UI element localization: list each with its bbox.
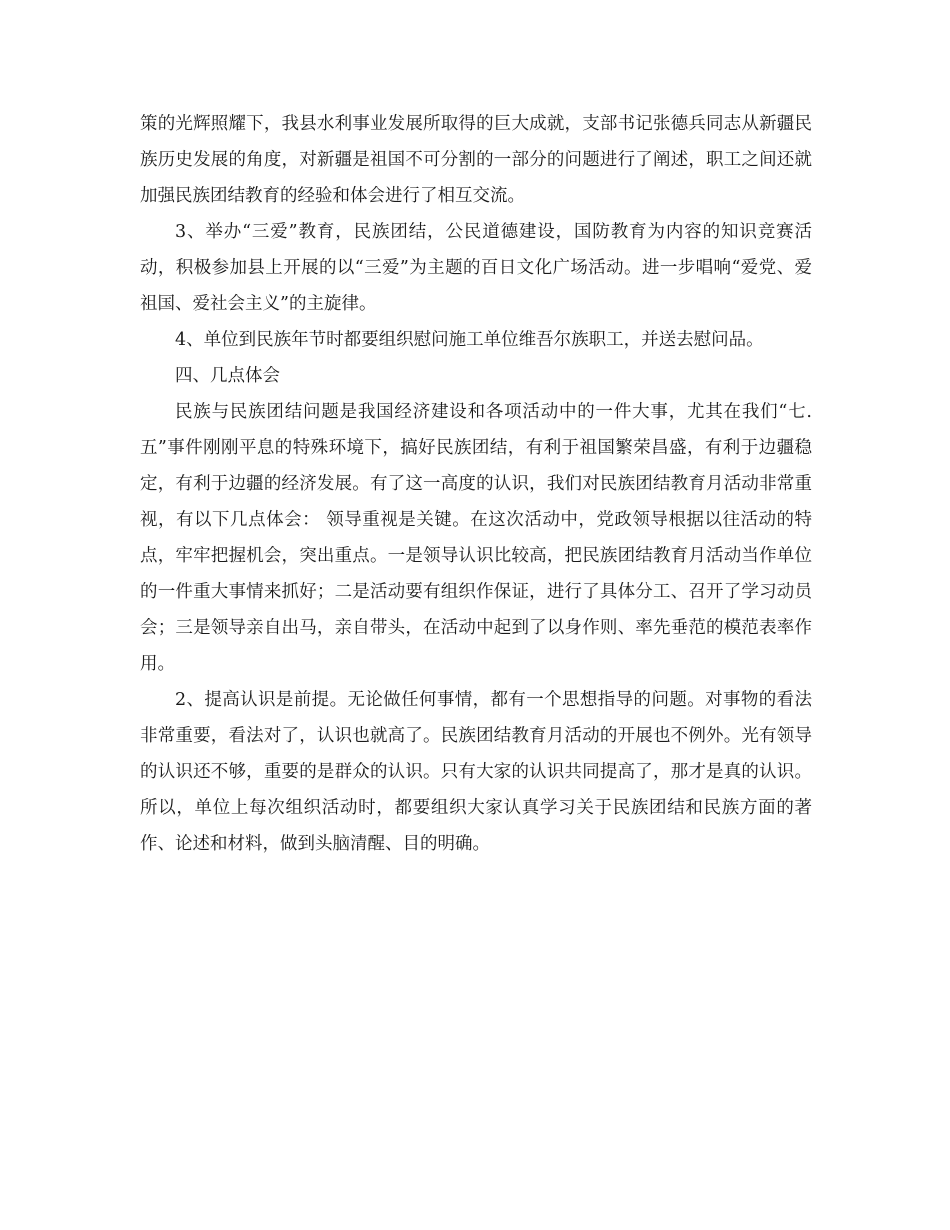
paragraph-experience: 民族与民族团结问题是我国经济建设和各项活动中的一件大事，尤其在我们“七.五”事件刚刚平息的特殊环境下，搞好民族团结，有利于祖国繁荣昌盛，有利于边疆稳定，有利于边疆的经济发展。有了这一高度的认识，我们对民族团结教育月活动非常重视，有以下几点体会： 领导重视是关键。在这次活动中，党政领导根据以往活动的特点，牢牢把握机会，突出重点。一是领导认识比较高，把民族团结教育月活动当作单位的一件重大事情来抓好；二是活动要有组织作保证，进行了具体分工、召开了学习动员会；三是领导亲自出马，亲自带头，在活动中起到了以身作则、率先垂范的模范表率作用。: [140, 402, 812, 674]
paragraph-item-4: 4、单位到民族年节时都要组织慰问施工单位维吾尔族职工，并送去慰问品。: [175, 330, 764, 350]
paragraph-continuation: 策的光辉照耀下，我县水利事业发展所取得的巨大成就，支部书记张德兵同志从新疆民族历史发展的角度，对新疆是祖国不可分割的一部分的问题进行了阐述，职工之间还就加强民族团结教育的经验和体会进行了相互交流。: [140, 114, 812, 206]
section-heading: 四、几点体会: [175, 366, 280, 386]
document-body: [140, 106, 812, 862]
paragraph-item-3: 3、举办“三爱”教育，民族团结，公民道德建设，国防教育为内容的知识竞赛活动，积极参加县上开展的以“三爱”为主题的百日文化广场活动。进一步唱响“爱党、爱祖国、爱社会主义”的主旋律。: [140, 222, 812, 314]
paragraph-item-2: 2、提高认识是前提。无论做任何事情，都有一个思想指导的问题。对事物的看法非常重要，看法对了，认识也就高了。民族团结教育月活动的开展也不例外。光有领导的认识还不够，重要的是群众的认识。只有大家的认识共同提高了，那才是真的认识。所以，单位上每次组织活动时，都要组织大家认真学习关于民族团结和民族方面的著作、论述和材料，做到头脑清醒、目的明确。: [140, 690, 812, 854]
